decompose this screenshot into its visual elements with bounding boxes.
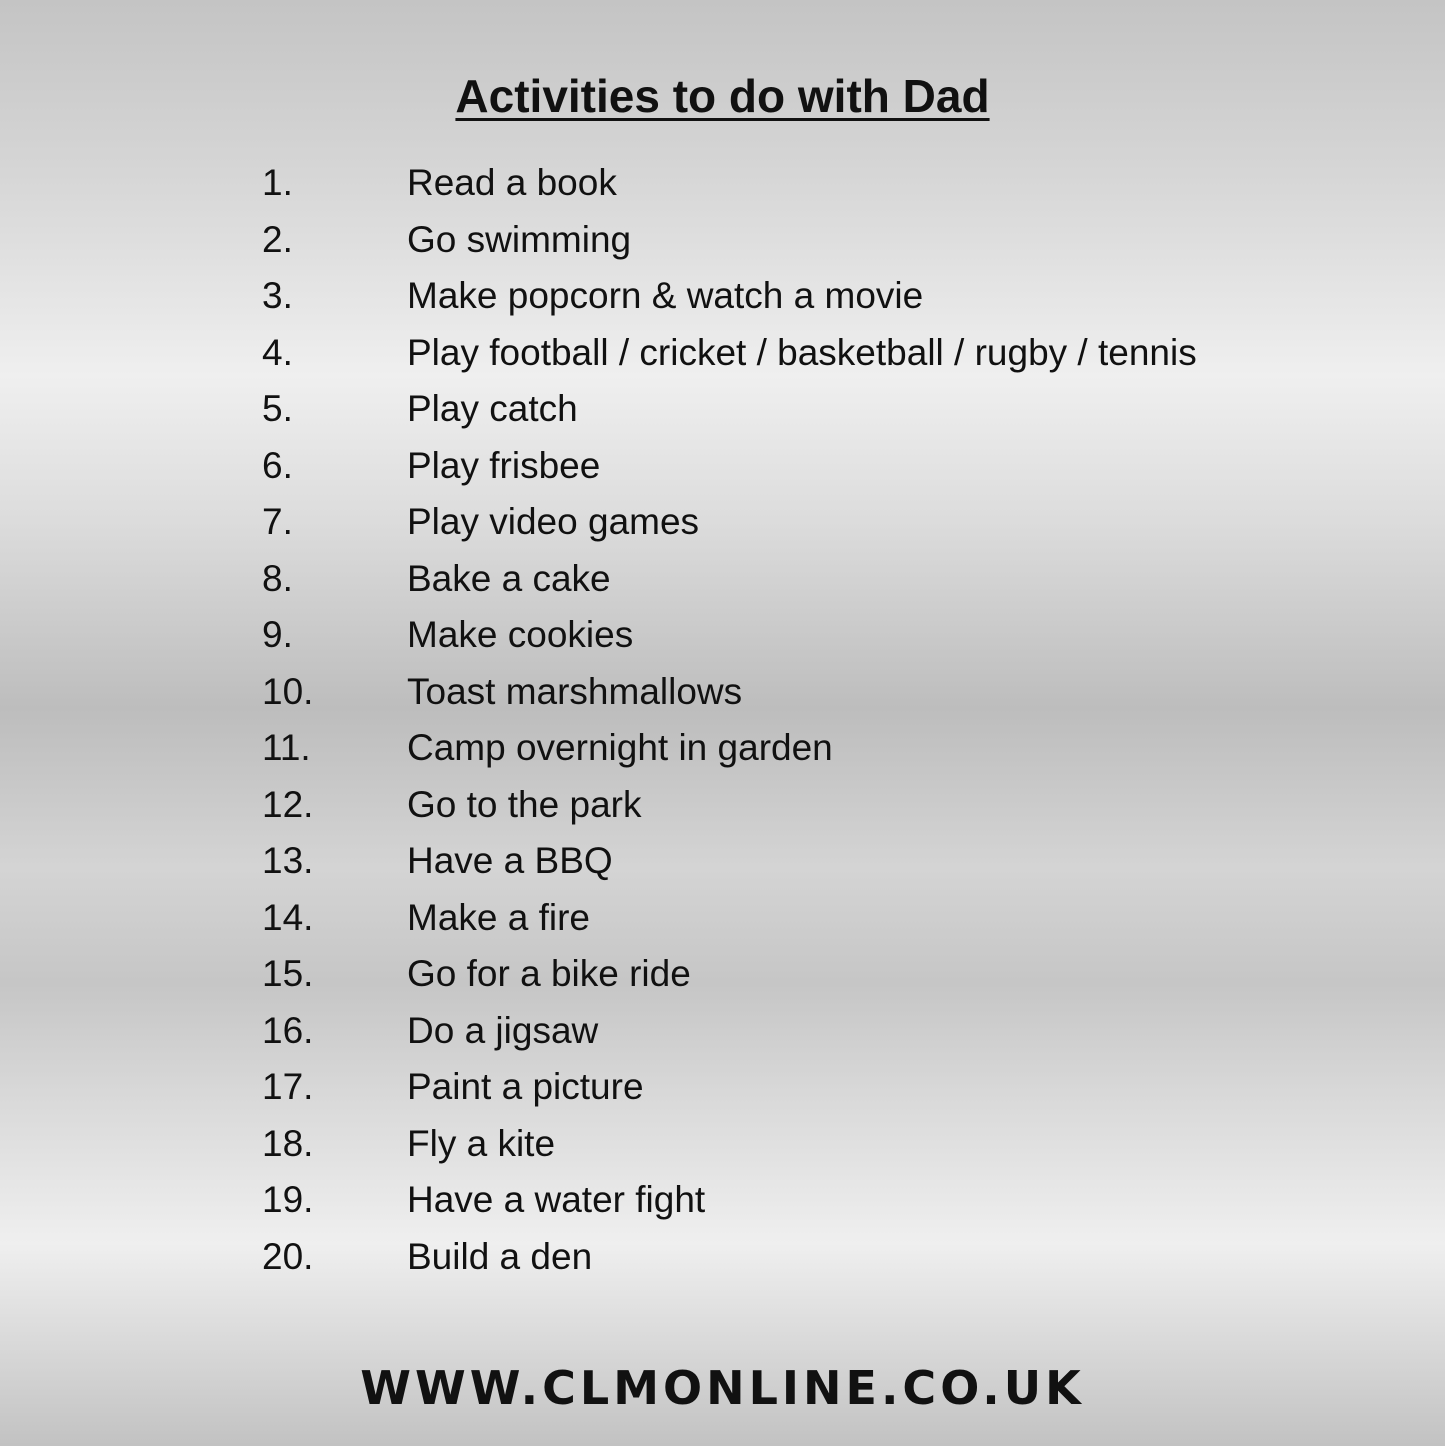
item-text: Make a fire bbox=[407, 896, 591, 938]
item-text: Go to the park bbox=[407, 783, 642, 825]
website-url: WWW.CLMONLINE.CO.UK bbox=[360, 1361, 1085, 1415]
page-title: Activities to do with Dad bbox=[455, 70, 990, 122]
item-number: 2. bbox=[262, 218, 293, 260]
item-number: 20. bbox=[262, 1235, 314, 1277]
list-item bbox=[262, 1172, 1362, 1229]
list-item bbox=[262, 720, 1362, 777]
list-item bbox=[262, 1003, 1362, 1060]
item-text: Paint a picture bbox=[407, 1066, 644, 1107]
item-number: 8. bbox=[262, 557, 293, 599]
item-number: 10. bbox=[262, 670, 314, 712]
item-text: Have a BBQ bbox=[407, 840, 613, 881]
item-text: Camp overnight in garden bbox=[407, 727, 833, 768]
item-text: Fly a kite bbox=[407, 1122, 556, 1164]
list-item bbox=[262, 438, 1362, 495]
item-number: 17. bbox=[262, 1066, 314, 1107]
list-item bbox=[262, 946, 1362, 1003]
item-number: 13. bbox=[262, 840, 314, 881]
item-number: 1. bbox=[262, 162, 293, 203]
list-item bbox=[262, 212, 1362, 269]
item-number: 18. bbox=[262, 1122, 314, 1164]
list-item bbox=[262, 551, 1362, 608]
item-number: 4. bbox=[262, 331, 293, 373]
item-number: 6. bbox=[262, 444, 293, 486]
list-item bbox=[262, 833, 1362, 890]
item-text: Go for a bike ride bbox=[407, 953, 691, 994]
item-text: Play frisbee bbox=[407, 444, 601, 486]
item-number: 19. bbox=[262, 1179, 314, 1220]
item-number: 11. bbox=[262, 727, 311, 768]
item-text: Make cookies bbox=[407, 614, 634, 655]
item-number: 3. bbox=[262, 275, 293, 316]
item-number: 5. bbox=[262, 388, 293, 429]
item-number: 12. bbox=[262, 783, 314, 825]
item-text: Go swimming bbox=[407, 218, 632, 260]
item-number: 15. bbox=[262, 953, 314, 994]
item-text: Make popcorn & watch a movie bbox=[407, 275, 924, 316]
item-text: Bake a cake bbox=[407, 557, 611, 599]
list-item bbox=[262, 1059, 1362, 1116]
item-number: 7. bbox=[262, 501, 293, 542]
list-item bbox=[262, 607, 1362, 664]
item-number: 14. bbox=[262, 896, 314, 938]
item-number: 9. bbox=[262, 614, 293, 655]
list-item bbox=[262, 155, 1362, 212]
item-text: Toast marshmallows bbox=[407, 670, 743, 712]
item-text: Do a jigsaw bbox=[407, 1009, 599, 1051]
item-text: Build a den bbox=[407, 1235, 593, 1277]
item-number: 16. bbox=[262, 1009, 314, 1051]
activities-list bbox=[262, 155, 1362, 1285]
list-item bbox=[262, 381, 1362, 438]
list-item bbox=[262, 268, 1362, 325]
list-item bbox=[262, 890, 1362, 947]
list-item bbox=[262, 494, 1362, 551]
list-item bbox=[262, 1229, 1362, 1286]
item-text: Read a book bbox=[407, 162, 617, 203]
list-item bbox=[262, 664, 1362, 721]
item-text: Play video games bbox=[407, 501, 700, 542]
item-text: Play catch bbox=[407, 388, 578, 429]
list-item bbox=[262, 1116, 1362, 1173]
item-text: Play football / cricket / basketball / rugby / tennis bbox=[407, 331, 1197, 373]
list-item bbox=[262, 325, 1362, 382]
item-text: Have a water fight bbox=[407, 1179, 706, 1220]
list-item bbox=[262, 777, 1362, 834]
